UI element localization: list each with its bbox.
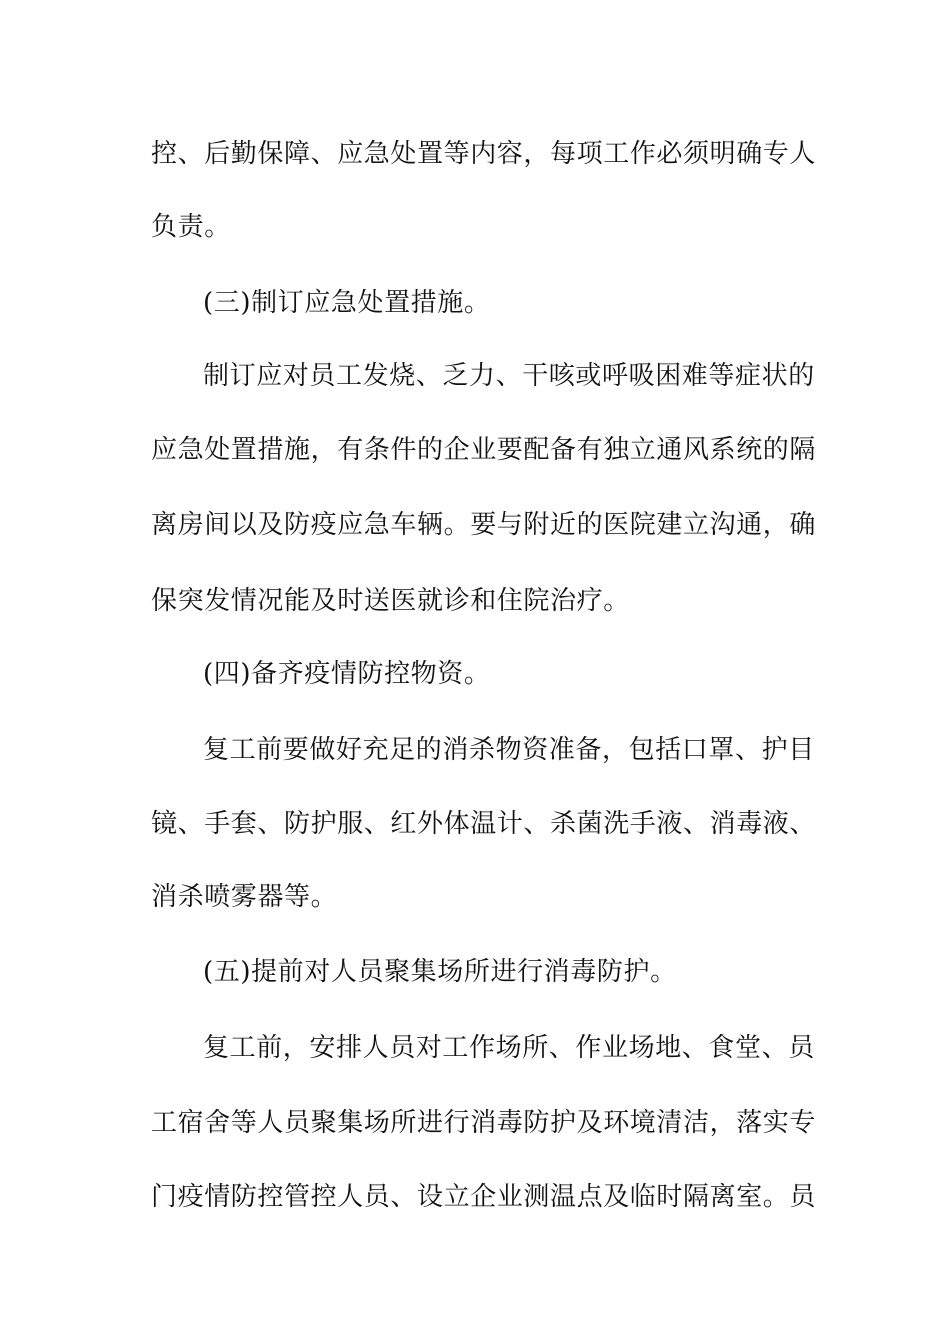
- text-line-10: 镜、手套、防护服、红外体温计、杀菌洗手液、消毒液、: [151, 809, 817, 839]
- text-line-7: 保突发情况能及时送医就诊和住院治疗。: [151, 586, 630, 616]
- text-line-13: 复工前，安排人员对工作场所、作业场地、食堂、员: [203, 1033, 815, 1063]
- text-line-14: 工宿舍等人员聚集场所进行消毒防护及环境清洁，落实专: [151, 1108, 817, 1138]
- text-line-11: 消杀喷雾器等。: [151, 882, 338, 912]
- text-line-1: 控、后勤保障、应急处置等内容，每项工作必须明确专人: [151, 139, 817, 169]
- text-line-2: 负责。: [151, 212, 231, 242]
- text-line-9: 复工前要做好充足的消杀物资准备，包括口罩、护目: [203, 735, 815, 765]
- text-line-5: 应急处置措施，有条件的企业要配备有独立通风系统的隔: [151, 435, 817, 465]
- section-heading-3: (三)制订应急处置措施。: [203, 288, 491, 318]
- section-heading-5: (五)提前对人员聚集场所进行消毒防护。: [203, 957, 677, 987]
- section-heading-4: (四)备齐疫情防控物资。: [203, 659, 491, 689]
- text-line-15: 门疫情防控管控人员、设立企业测温点及临时隔离室。员: [151, 1182, 817, 1212]
- text-line-4: 制订应对员工发烧、乏力、干咳或呼吸困难等症状的: [203, 361, 815, 391]
- text-line-6: 离房间以及防疫应急车辆。要与附近的医院建立沟通，确: [151, 510, 817, 540]
